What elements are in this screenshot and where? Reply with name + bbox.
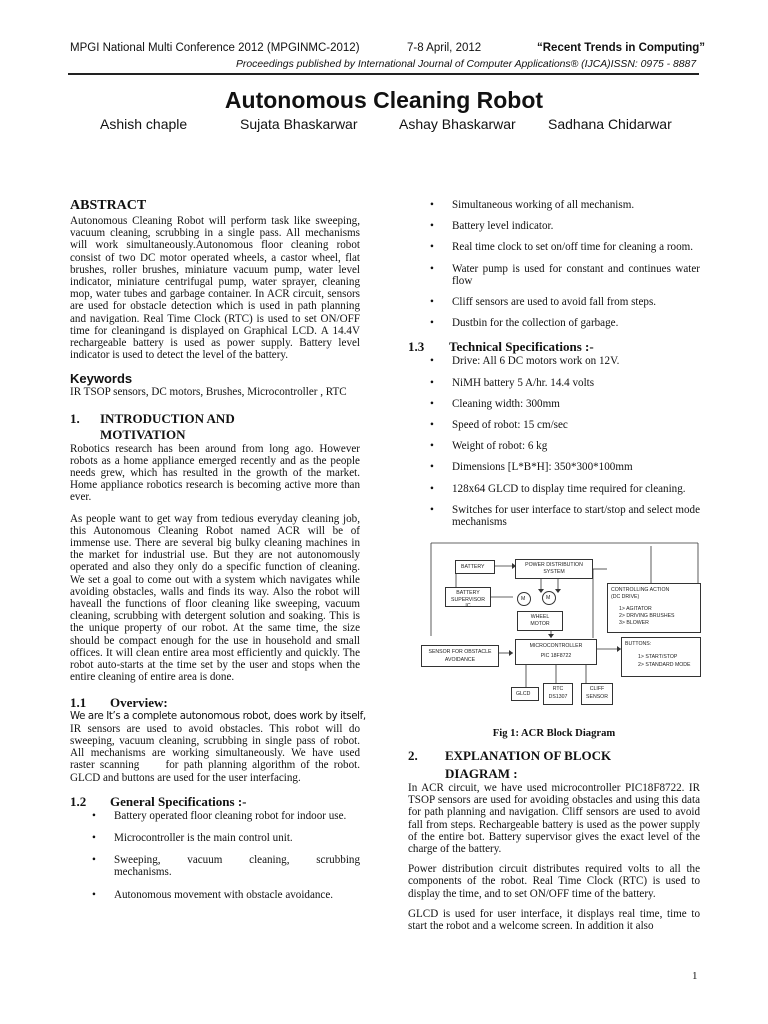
cliff-sensor-block: CLIFF SENSOR <box>581 683 613 705</box>
list-item: • Real time clock to set on/off time for cleaning a room. <box>430 241 694 254</box>
battery-block: BATTERY <box>455 560 495 574</box>
section-1-title-line2: MOTIVATION <box>100 426 186 442</box>
section-2-heading <box>408 748 700 764</box>
section-1-number: 1. <box>70 410 80 426</box>
technical-spec-list <box>408 355 700 528</box>
left-column <box>70 198 366 901</box>
section-1-2-title: General Specifications :- <box>110 793 247 809</box>
figure-caption: Fig 1: ACR Block Diagram <box>492 728 616 739</box>
author-3: Ashay Bhaskarwar <box>399 116 516 132</box>
section-1-3-title: Technical Specifications :- <box>449 339 594 355</box>
paper-title: Autonomous Cleaning Robot <box>224 87 544 113</box>
section-1-1-number: 1.1 <box>70 694 87 710</box>
rtc-block: RTC DS1307 <box>543 683 573 705</box>
section-2-paragraph-3: GLCD is used for user interface, it displays real time, time to start the robot and a welcome screen. In addition it also <box>408 907 700 933</box>
power-distribution-block: POWER DISTRIBUTION SYSTEM <box>515 559 593 579</box>
section-1-2-heading <box>70 794 360 810</box>
list-item: • Switches for user interface to start/stop and select mode mechanisms <box>430 503 700 529</box>
microcontroller-block: MICROCONTROLLER PIC 18F8722 <box>515 639 597 665</box>
list-item: • Simultaneous working of all mechanism. <box>430 199 635 211</box>
section-2-paragraph-2: Power distribution circuit distributes required volts to all the components of the robot. Real Time Clock (RTC) is used to display the time, and to set ON/OFF time of the battery. <box>408 863 700 900</box>
conference-date: 7-8 April, 2012 <box>407 42 482 54</box>
section-2-title-line2: DIAGRAM : <box>445 766 518 781</box>
battery-supervisor-block: BATTERY SUPERVISOR IC <box>445 587 491 607</box>
author-2: Sujata Bhaskarwar <box>240 116 358 132</box>
section-1-1-line-1: We are It’s a complete autonomous robot, does work by itself, <box>70 710 366 722</box>
section-1-3-heading <box>408 339 700 355</box>
list-item: • Microcontroller is the main control unit. <box>92 831 293 844</box>
proceedings-line: Proceedings published by International Journal of Computer Applications® (IJCA)ISSN: 0975 - 8887 <box>236 59 697 70</box>
list-item: • Speed of robot: 15 cm/sec <box>430 419 568 432</box>
header-rule <box>68 73 699 75</box>
list-item: • Sweeping, vacuum cleaning, scrubbing mechanisms. <box>92 854 363 879</box>
wheel-motor-block: WHEEL MOTOR <box>517 611 563 631</box>
list-item: • Dimensions [L*B*H]: 350*300*100mm <box>430 461 633 474</box>
section-2 <box>408 748 700 932</box>
section-2-title-line1: EXPLANATION OF BLOCK <box>445 748 612 763</box>
section-1-1-text: IR sensors are used to avoid obstacles. This robot will do sweeping, vacuum cleaning, scrubbing in single pass of robot. All mechanisms are working simultaneously. We have used raster scanning for path planning algorithm of the robot. GLCD and buttons are used for the user interfacing. <box>70 722 363 784</box>
list-item: • Battery operated floor cleaning robot for indoor use. <box>92 809 347 822</box>
section-1-heading <box>70 411 360 443</box>
section-2-paragraph-1: In ACR circuit, we have used microcontroller PIC18F8722. IR TSOP sensors are used for avoiding obstacles and using this data for path planning and navigation. Cliff sensors are used to avoid fall from steps. Rechargeable battery is used as the power supply of the entire bot. Battery supervisor gives the exact level of the charge of the battery. <box>408 782 700 856</box>
list-item: • Dustbin for the collection of garbage. <box>430 317 619 330</box>
section-2-number: 2. <box>408 748 418 763</box>
list-item: • Autonomous movement with obstacle avoidance. <box>92 888 334 901</box>
controlling-action-block: CONTROLLING ACTION (DC DRIVE) 1> AGITATOR 2> DRIVING BRUSHES 3> BLOWER <box>607 583 701 633</box>
section-1-paragraph-1: Robotics research has been around from long ago. However robots as a home appliance emerged recently and as the people needs grew, which has resulted in the growth of the market. Home appliance robotics research is becoming active more than ever. <box>70 442 360 504</box>
section-1-paragraph-2: As people want to get way from tedious everyday cleaning job, this Autonomous Cleaning Robot named ACR will be of immense use. There are several big bulky cleaning machines in the market for industrial use. But they are not autonomously operated and also they only do a specific function of cleaning. We set a goal to come out with a system which navigates while avoiding obstacles, walls and finds its way. Also the robot will haveall the functions of floor cleaning like sweeping, vacuum cleaning, scrubbing with detergent solution and soaking. This is the unique property of our robot. At the same time, the size should be compact enough for the use in household and small offices. It will clean entire area most efficiently and quickly. The robot auto-starts at the time set by the user and stops when the entire cleaning of entire area is done. <box>70 512 360 684</box>
section-1-3-number: 1.3 <box>408 339 425 355</box>
author-4: Sadhana Chidarwar <box>548 116 672 132</box>
general-spec-list-right <box>408 199 700 329</box>
glcd-block: GLCD <box>511 687 539 701</box>
obstacle-sensor-block: SENSOR FOR OBSTACLE AVOIDANCE <box>421 645 499 667</box>
author-1: Ashish chaple <box>100 116 188 132</box>
conference-theme: “Recent Trends in Computing” <box>537 42 706 54</box>
right-column <box>408 199 700 528</box>
keywords-heading: Keywords <box>70 371 133 387</box>
motor-right-icon: M <box>542 591 556 605</box>
section-1-2-number: 1.2 <box>70 793 87 809</box>
general-spec-list-left <box>70 809 363 901</box>
keywords-text: IR TSOP sensors, DC motors, Brushes, Microcontroller , RTC <box>70 386 347 399</box>
block-diagram <box>411 541 702 715</box>
section-1-1-title: Overview: <box>110 694 168 710</box>
abstract-text: Autonomous Cleaning Robot will perform task like sweeping, vacuum cleaning, scrubbing in a single pass. All mechanisms will work simultaneously.Autonomous floor cleaning robot consist of two DC motor operated wheels, a castor wheel, flat brushes, roller brushes, miniature vacuum pump, water level indicator, miniature centrifugal pump, water sprayer, cleaning mop, water tubes and garbage container. In ACR circuit, sensors are used for obstacle detection which is used in path planning and navigation. Real Time Clock (RTC) is used to set ON/OFF time for cleaningand is displayed on Graphical LCD. A 14.4V rechargeable battery is used as power supply. Battery level indicator is used to detect the level of the battery. <box>70 215 360 362</box>
list-item: • Drive: All 6 DC motors work on 12V. <box>430 355 620 368</box>
list-item: • NiMH battery 5 A/hr. 14.4 volts <box>430 376 595 389</box>
page-number: 1 <box>692 970 698 982</box>
list-item: • Cliff sensors are used to avoid fall from steps. <box>430 296 657 309</box>
list-item: • Water pump is used for constant and continues water flow <box>430 262 700 287</box>
list-item: • Weight of robot: 6 kg <box>430 440 548 453</box>
abstract-heading: ABSTRACT <box>70 198 147 213</box>
section-1-1-heading <box>70 695 360 711</box>
motor-left-icon: M <box>517 592 531 606</box>
conference-name: MPGI National Multi Conference 2012 (MPGINMC-2012) <box>70 42 360 54</box>
list-item: • 128x64 GLCD to display time required for cleaning. <box>430 482 686 495</box>
section-1-title-line1: INTRODUCTION AND <box>100 410 235 426</box>
list-item: • Battery level indicator. <box>430 220 554 233</box>
list-item: • Cleaning width: 300mm <box>430 397 560 410</box>
buttons-block: BUTTONS: 1> START/STOP 2> STANDARD MODE <box>621 637 701 677</box>
